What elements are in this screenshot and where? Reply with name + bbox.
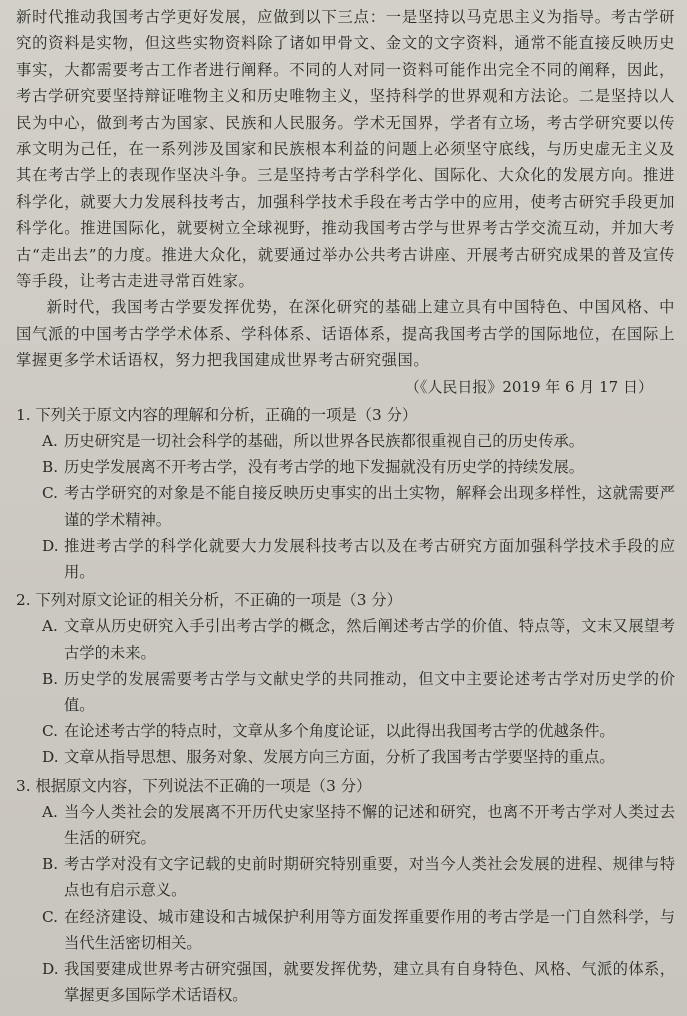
- option-a: [42, 799, 675, 851]
- option-a: [42, 428, 675, 454]
- option-d: [42, 533, 675, 585]
- option-letter: A.: [42, 431, 58, 450]
- option-text: 文章从历史研究入手引出考古学的概念，然后阐述考古学的价值、特点等，文末又展望考古学的未来。: [64, 617, 675, 662]
- option-text: 考古学研究的对象是不能自接反映历史事实的出土实物，解释会出现多样性，这就需要严谨的学术精神。: [64, 484, 675, 529]
- question-3: [16, 773, 675, 1009]
- option-c: [42, 480, 675, 532]
- option-a: [42, 613, 675, 665]
- option-text: 考古学对没有文字记载的史前时期研究特别重要，对当今人类社会发展的进程、规律与特点也有启示意义。: [64, 855, 675, 900]
- option-text: 在经济建设、城市建设和古城保护利用等方面发挥重要作用的考古学是一门自然科学，与当代生活密切相关。: [64, 907, 675, 952]
- option-letter: C.: [42, 907, 59, 926]
- option-letter: D.: [42, 536, 59, 555]
- option-b: [42, 454, 675, 480]
- option-letter: A.: [42, 802, 58, 821]
- option-text: 在论述考古学的特点时，文章从多个角度论证，以此得出我国考古学的优越条件。: [64, 722, 615, 741]
- option-letter: A.: [42, 617, 58, 636]
- option-text: 当今人类社会的发展离不开历代史家坚持不懈的记述和研究，也离不开考古学对人类过去生活的研究。: [64, 802, 675, 847]
- option-c: [42, 718, 675, 744]
- option-letter: B.: [42, 669, 59, 688]
- option-letter: B.: [42, 855, 59, 874]
- question-2: [16, 587, 675, 770]
- passage-source: （《人民日报》2019 年 6 月 17 日）: [404, 377, 653, 396]
- passage-paragraph-1: 新时代推动我国考古学更好发展，应做到以下三点：一是坚持以马克思主义为指导。考古学研究的资料是实物，但这些实物资料除了诸如甲骨文、金文的文字资料，通常不能直接反映历史事实，大都需要考古工作者进行阐释。不同的人对同一资料可能作出完全不同的阐释，因此，考古学研究要坚持辩证唯物主义和历史唯物主义，坚持科学的世界观和方法论。二是坚持以人民为中心，做到考古为国家、民族和人民服务。学术无国界，学者有立场，考古学研究要以传承文明为己任，在一系列涉及国家和民族根本利益的问题上必须坚守底线，与历史虚无主义及其在考古学上的表现作坚决斗争。三是坚持考古学科学化、国际化、大众化的发展方向。推进科学化，就要大力发展科技考古，加强科学技术手段在考古学中的应用，使考古研究手段更加科学化。推进国际化，就要树立全球视野，推动我国考古学与世界考古学交流互动，并加大考古“走出去”的力度。推进大众化，就要通过举办公共考古讲座、开展考古研究成果的普及宣传等手段，让考古走进寻常百姓家。: [16, 8, 675, 291]
- passage-paragraph-2: 新时代，我国考古学要发挥优势，在深化研究的基础上建立具有中国特色、中国风格、中国气派的中国考古学学术体系、学科体系、话语体系，提高我国考古学的国际地位，在国际上掌握更多学术话语权，努力把我国建成世界考古研究强国。: [16, 298, 675, 370]
- reading-passage: [16, 4, 675, 400]
- option-d: [42, 956, 675, 1008]
- option-text: 历史学发展离不开考古学，没有考古学的地下发掘就没有历史学的持续发展。: [64, 458, 585, 477]
- option-text: 推进考古学的科学化就要大力发展科技考古以及在考古研究方面加强科学技术手段的应用。: [64, 536, 675, 581]
- question-stem: 1. 下列关于原文内容的理解和分析，正确的一项是（3 分）: [16, 405, 418, 424]
- question-1: [16, 402, 675, 585]
- option-letter: B.: [42, 458, 59, 477]
- option-c: [42, 904, 675, 956]
- option-b: [42, 851, 675, 903]
- option-letter: C.: [42, 722, 59, 741]
- option-letter: D.: [42, 748, 59, 767]
- option-text: 文章从指导思想、服务对象、发展方向三方面，分析了我国考古学要坚持的重点。: [64, 748, 615, 767]
- option-letter: D.: [42, 959, 59, 978]
- option-d: [42, 744, 675, 770]
- option-letter: C.: [42, 484, 59, 503]
- option-text: 我国要建成世界考古研究强国，就要发挥优势，建立具有自身特色、风格、气派的体系，掌握更多国际学术话语权。: [64, 959, 675, 1005]
- option-b: [42, 666, 675, 718]
- option-text: 历史学的发展需要考古学与文献史学的共同推动，但文中主要论述考古学对历史学的价值。: [64, 669, 675, 714]
- option-text: 历史研究是一切社会科学的基础，所以世界各民族都很重视自己的历史传承。: [64, 431, 585, 450]
- question-stem: 2. 下列对原文论证的相关分析，不正确的一项是（3 分）: [16, 591, 402, 610]
- question-stem: 3. 根据原文内容，下列说法不正确的一项是（3 分）: [16, 776, 372, 795]
